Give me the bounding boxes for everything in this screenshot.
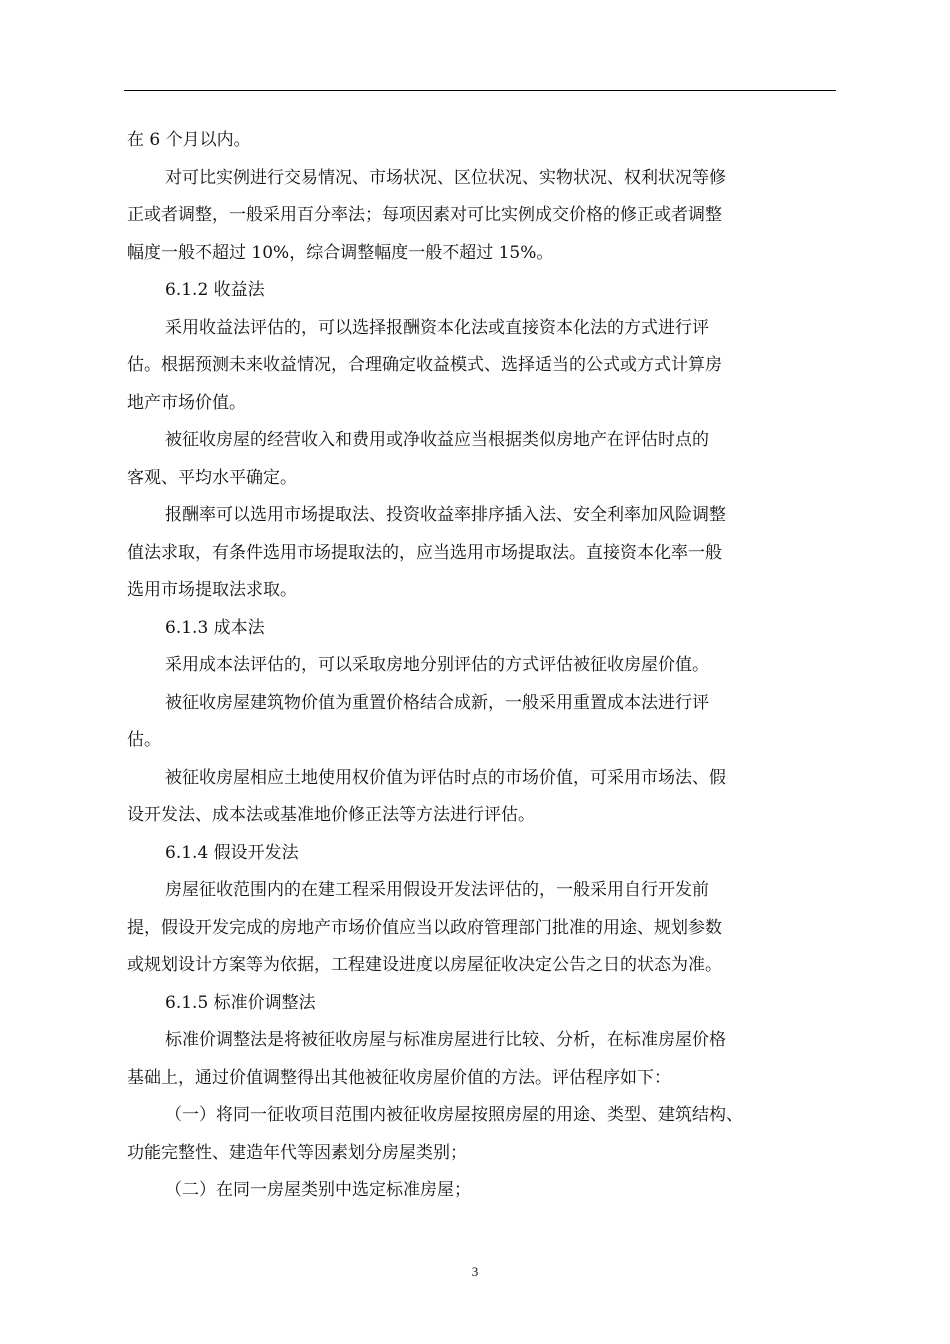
text-line: 报酬率可以选用市场提取法、投资收益率排序插入法、安全利率加风险调整 bbox=[165, 505, 726, 525]
document-body bbox=[127, 122, 787, 1210]
text-line: 基础上，通过价值调整得出其他被征收房屋价值的方法。评估程序如下： bbox=[127, 1067, 671, 1088]
header-rule bbox=[124, 90, 836, 91]
section-heading: 6.1.4 假设开发法 bbox=[165, 842, 299, 863]
text-line: 被征收房屋的经营收入和费用或净收益应当根据类似房地产在评估时点的 bbox=[165, 430, 709, 450]
text-line: 设开发法、成本法或基准地价修正法等方法进行评估。 bbox=[127, 805, 535, 825]
text-line: （二）在同一房屋类别中选定标准房屋； bbox=[165, 1180, 471, 1200]
text-line: 对可比实例进行交易情况、市场状况、区位状况、实物状况、权利状况等修 bbox=[165, 167, 726, 188]
text-line: 估。 bbox=[127, 730, 161, 750]
text-line: 幅度一般不超过 10%，综合调整幅度一般不超过 15%。 bbox=[127, 242, 554, 263]
section-heading: 6.1.5 标准价调整法 bbox=[165, 992, 316, 1013]
text-line: 标准价调整法是将被征收房屋与标准房屋进行比较、分析，在标准房屋价格 bbox=[165, 1030, 726, 1050]
text-line: 正或者调整，一般采用百分率法；每项因素对可比实例成交价格的修正或者调整 bbox=[127, 205, 722, 225]
text-line: 选用市场提取法求取。 bbox=[127, 580, 297, 600]
text-line: 房屋征收范围内的在建工程采用假设开发法评估的，一般采用自行开发前 bbox=[165, 880, 709, 900]
text-line: 客观、平均水平确定。 bbox=[127, 467, 297, 488]
text-line: 采用收益法评估的，可以选择报酬资本化法或直接资本化法的方式进行评 bbox=[165, 317, 709, 338]
text-line: 地产市场价值。 bbox=[127, 392, 246, 413]
text-line: （一）将同一征收项目范围内被征收房屋按照房屋的用途、类型、建筑结构、 bbox=[165, 1105, 743, 1125]
text-line: 采用成本法评估的，可以采取房地分别评估的方式评估被征收房屋价值。 bbox=[165, 655, 709, 675]
text-line: 值法求取，有条件选用市场提取法的，应当选用市场提取法。直接资本化率一般 bbox=[127, 542, 722, 563]
text-line: 被征收房屋建筑物价值为重置价格结合成新，一般采用重置成本法进行评 bbox=[165, 692, 709, 713]
text-line: 功能完整性、建造年代等因素划分房屋类别； bbox=[127, 1142, 467, 1163]
section-heading: 6.1.3 成本法 bbox=[165, 617, 265, 638]
text-line: 被征收房屋相应土地使用权价值为评估时点的市场价值，可采用市场法、假 bbox=[165, 767, 726, 788]
text-line: 估。根据预测未来收益情况，合理确定收益模式、选择适当的公式或方式计算房 bbox=[127, 355, 722, 375]
page-number: 3 bbox=[471, 1264, 479, 1279]
text-line: 提，假设开发完成的房地产市场价值应当以政府管理部门批准的用途、规划参数 bbox=[127, 917, 722, 938]
text-line: 或规划设计方案等为依据，工程建设进度以房屋征收决定公告之日的状态为准。 bbox=[127, 955, 722, 975]
text-line: 在 6 个月以内。 bbox=[127, 130, 251, 150]
section-heading: 6.1.2 收益法 bbox=[165, 280, 265, 300]
